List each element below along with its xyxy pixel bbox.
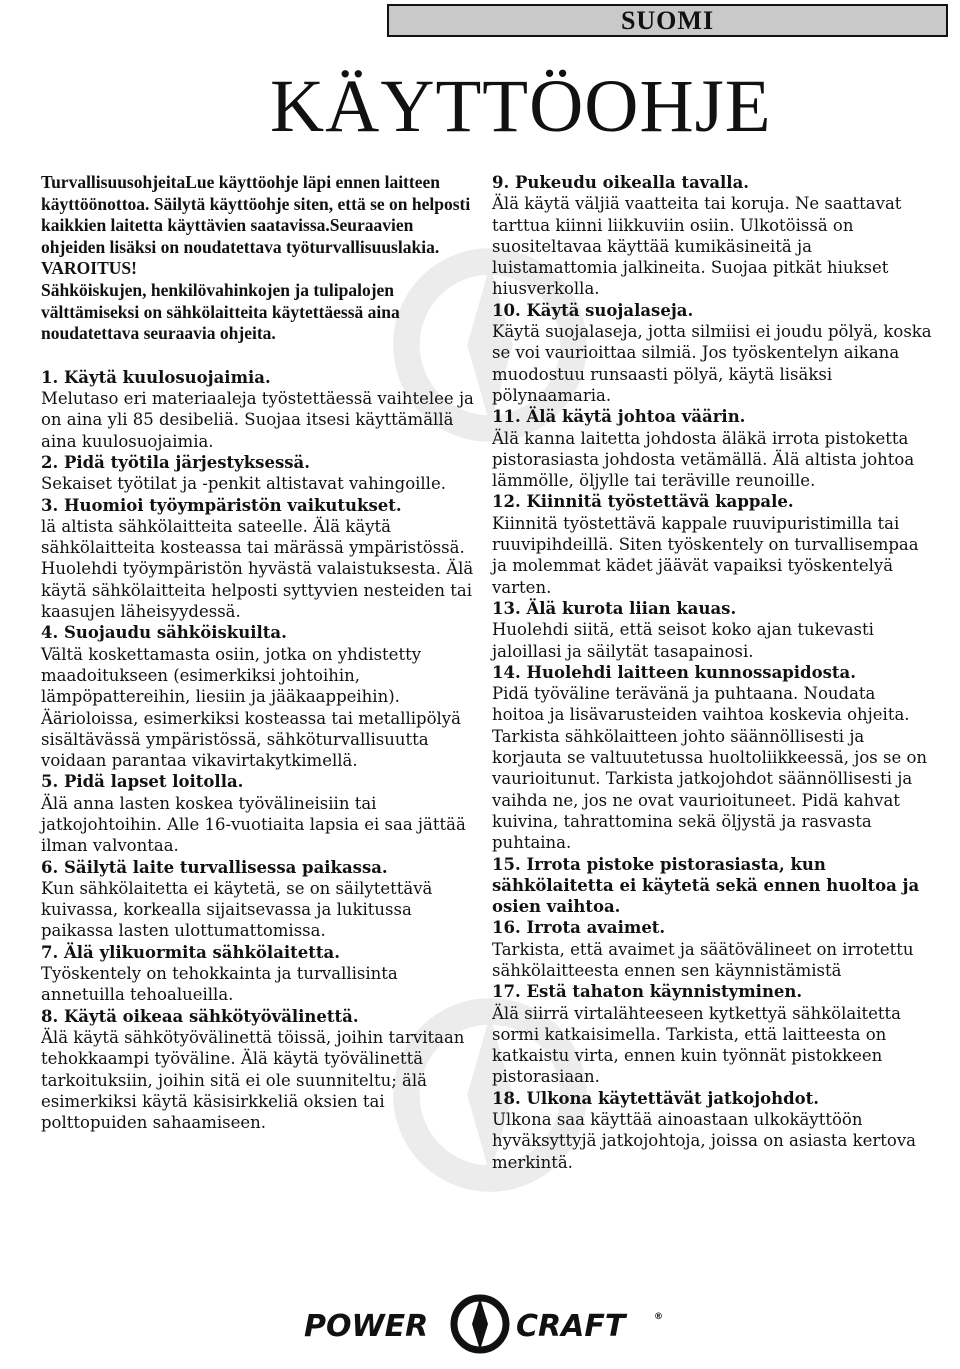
section-text: Älä käytä väljiä vaatteita tai koruja. Ne saattavat tarttua kiinni liikkuviin osiin. Ulkotöissä on suositeltavaa käyttää kumikäsineitä ja luistamattomia jalkineita. Suojaa pitkät hiukset hiusverkolla. xyxy=(492,194,902,299)
section-text: Älä kanna laitetta johdosta äläkä irrota pistoketta pistorasiasta johdosta vetämällä. Älä altista johtoa lämmölle, öljylle tai teräville reunoille. xyxy=(492,428,915,491)
section-heading: 2. Pidä työtila järjestyksessä. xyxy=(41,452,310,472)
powercraft-logo xyxy=(302,1289,662,1359)
section-text: Melutaso eri materiaaleja työstettäessä vaihtelee ja on aina yli 85 desibeliä. Suojaa itsesi käyttämällä aina kuulosuojaimia. xyxy=(41,389,474,451)
section-text: Huolehdi siitä, että seisot koko ajan tukevasti jaloillasi ja säilytät tasapainosi. xyxy=(492,620,874,661)
section-text: Tarkista, että avaimet ja säätövälineet on irrotettu sähkölaitteesta ennen sen käynnistämistä xyxy=(492,939,914,980)
section-heading: 9. Pukeudu oikealla tavalla. xyxy=(492,173,750,192)
language-tab: SUOMI xyxy=(387,4,948,37)
section-heading: 6. Säilytä laite turvallisessa paikassa. xyxy=(41,857,388,877)
section-text: Ulkona saa käyttää ainoastaan ulkokäyttöön hyväksyttyjä jatkojohtoja, joissa on asiasta kertova merkintä. xyxy=(492,1110,916,1172)
warning-label: VAROITUS! xyxy=(41,258,137,279)
section-heading: 15. Irrota pistoke pistorasiasta, kun sähkölaitetta ei käytetä sekä ennen huoltoa ja osien vaihtoa. xyxy=(492,854,920,917)
section-text: Älä käytä sähkötyövälinettä töissä, joihin tarvitaan tehokkaampi työväline. Älä käytä työvälinettä tarkoituksiin, joihin sitä ei ole suunniteltu; älä esimerkiksi käytä käsisirkkeliä oksien tai polttopuiden sahaamiseen. xyxy=(41,1027,465,1133)
section-heading: 8. Käytä oikeaa sähkötyövälinettä. xyxy=(41,1006,359,1026)
section-heading: 17. Estä tahaton käynnistyminen. xyxy=(492,982,803,1002)
section-heading: 3. Huomioi työympäristön vaikutukset. xyxy=(41,495,402,515)
logo-word-left: POWER xyxy=(304,1309,429,1344)
logo-word-right: CRAFT xyxy=(516,1309,626,1344)
logo-emblem-icon xyxy=(454,1298,506,1350)
section-heading: 4. Suojaudu sähköiskuilta. xyxy=(41,623,287,643)
section-text: Älä anna lasten koskea työvälineisiin tai jatkojohtoihin. Alle 16-vuotiaita lapsia ei saa jättää ilman valvontaa. xyxy=(41,793,466,856)
page-title: KÄYTTÖOHJE xyxy=(270,65,772,148)
left-column xyxy=(41,172,481,1133)
section-text: Työskentely on tehokkainta ja turvallisinta annetuilla tehoalueilla. xyxy=(41,964,398,1005)
section-heading: 1. Käytä kuulosuojaimia. xyxy=(41,367,271,387)
section-text: lä altista sähkölaitteita sateelle. Älä käytä sähkölaitteita kosteassa tai märässä ympäristössä. Huolehdi työympäristön hyvästä valaistuksesta. Älä käytä sähkölaitteita helposti syttyvien nesteiden tai kaasujen läheisyydessä. xyxy=(41,516,474,622)
registered-mark-icon: ® xyxy=(654,1312,663,1322)
right-column xyxy=(492,172,932,1173)
section-text: Pidä työväline terävänä ja puhtaana. Noudata hoitoa ja lisävarusteiden vaihtoa koskevia ohjeita. Tarkista sähkölaitteen johto säännöllisesti ja korjauta se valtuutetussa huoltoliikkeessä, jos se on vaurioitunut. Tarkista jatkojohdot säännöllisesti ja vaihda ne, jos ne ovat vaurioituneet. Pidä kahvat kuivina, tahrattomina sekä öljystä ja rasvasta puhtaina. xyxy=(492,684,928,853)
section-heading: 10. Käytä suojalaseja. xyxy=(492,300,694,320)
spacer xyxy=(41,345,481,367)
section-heading: 7. Älä ylikuormita sähkölaitetta. xyxy=(41,942,340,962)
intro-paragraph: TurvallisuusohjeitaLue käyttöohje läpi ennen laitteen käyttöönottoa. Säilytä käyttöohje siten, että se on helposti kaikkien laitetta käyttävien saatavissa.Seuraavien ohjeiden lisäksi on noudatettava työturvallisuuslakia. xyxy=(41,172,471,257)
section-text: Käytä suojalaseja, jotta silmiisi ei joudu pölyä, koska se voi vaurioittaa silmiä. Jos työskentelyn aikana muodostuu runsaasti pölyä, käytä lisäksi pölynaamaria. xyxy=(492,322,932,405)
section-text: Älä siirrä virtalähteeseen kytkettyä sähkölaitetta sormi katkaisimella. Tarkista, että laitteesta on katkaistu virta, ennen kuin työnnät pistokkeen pistorasiaan. xyxy=(492,1003,902,1087)
section-heading: 11. Älä käytä johtoa väärin. xyxy=(492,407,746,427)
section-text: Kun sähkölaitetta ei käytetä, se on säilytettävä kuivassa, korkealla sijaitsevassa ja lukitussa paikassa lasten ulottumattomissa. xyxy=(41,878,433,941)
section-heading: 5. Pidä lapset loitolla. xyxy=(41,772,244,792)
section-text: Sekaiset työtilat ja -penkit altistavat vahingoille. xyxy=(41,474,446,494)
section-heading: 12. Kiinnitä työstettävä kappale. xyxy=(492,492,794,512)
section-text: Kiinnitä työstettävä kappale ruuvipuristimilla tai ruuvipihdeillä. Siten työskentely on turvallisempaa ja molemmat kädet jäävät vapaiksi työskentelyä varten. xyxy=(492,513,919,597)
section-heading: 14. Huolehdi laitteen kunnossapidosta. xyxy=(492,662,856,682)
section-heading: 16. Irrota avaimet. xyxy=(492,918,666,938)
section-heading: 13. Älä kurota liian kauas. xyxy=(492,598,737,618)
section-text: Vältä koskettamasta osiin, jotka on yhdistetty maadoitukseen (esimerkiksi johtoihin, lämpöpattereihin, liesiin ja jääkaappeihin). Äärioloissa, esimerkiksi kosteassa tai metallipölyä sisältävässä ympäristössä, sähköturvallisuutta voidaan parantaa vikavirtakytkimellä. xyxy=(41,644,461,771)
warning-text: Sähköiskujen, henkilövahinkojen ja tulipalojen välttämiseksi on sähkölaitteita käytettäessä aina noudatettava seuraavia ohjeita. xyxy=(41,279,400,344)
section-heading: 18. Ulkona käytettävät jatkojohdot. xyxy=(492,1088,819,1108)
